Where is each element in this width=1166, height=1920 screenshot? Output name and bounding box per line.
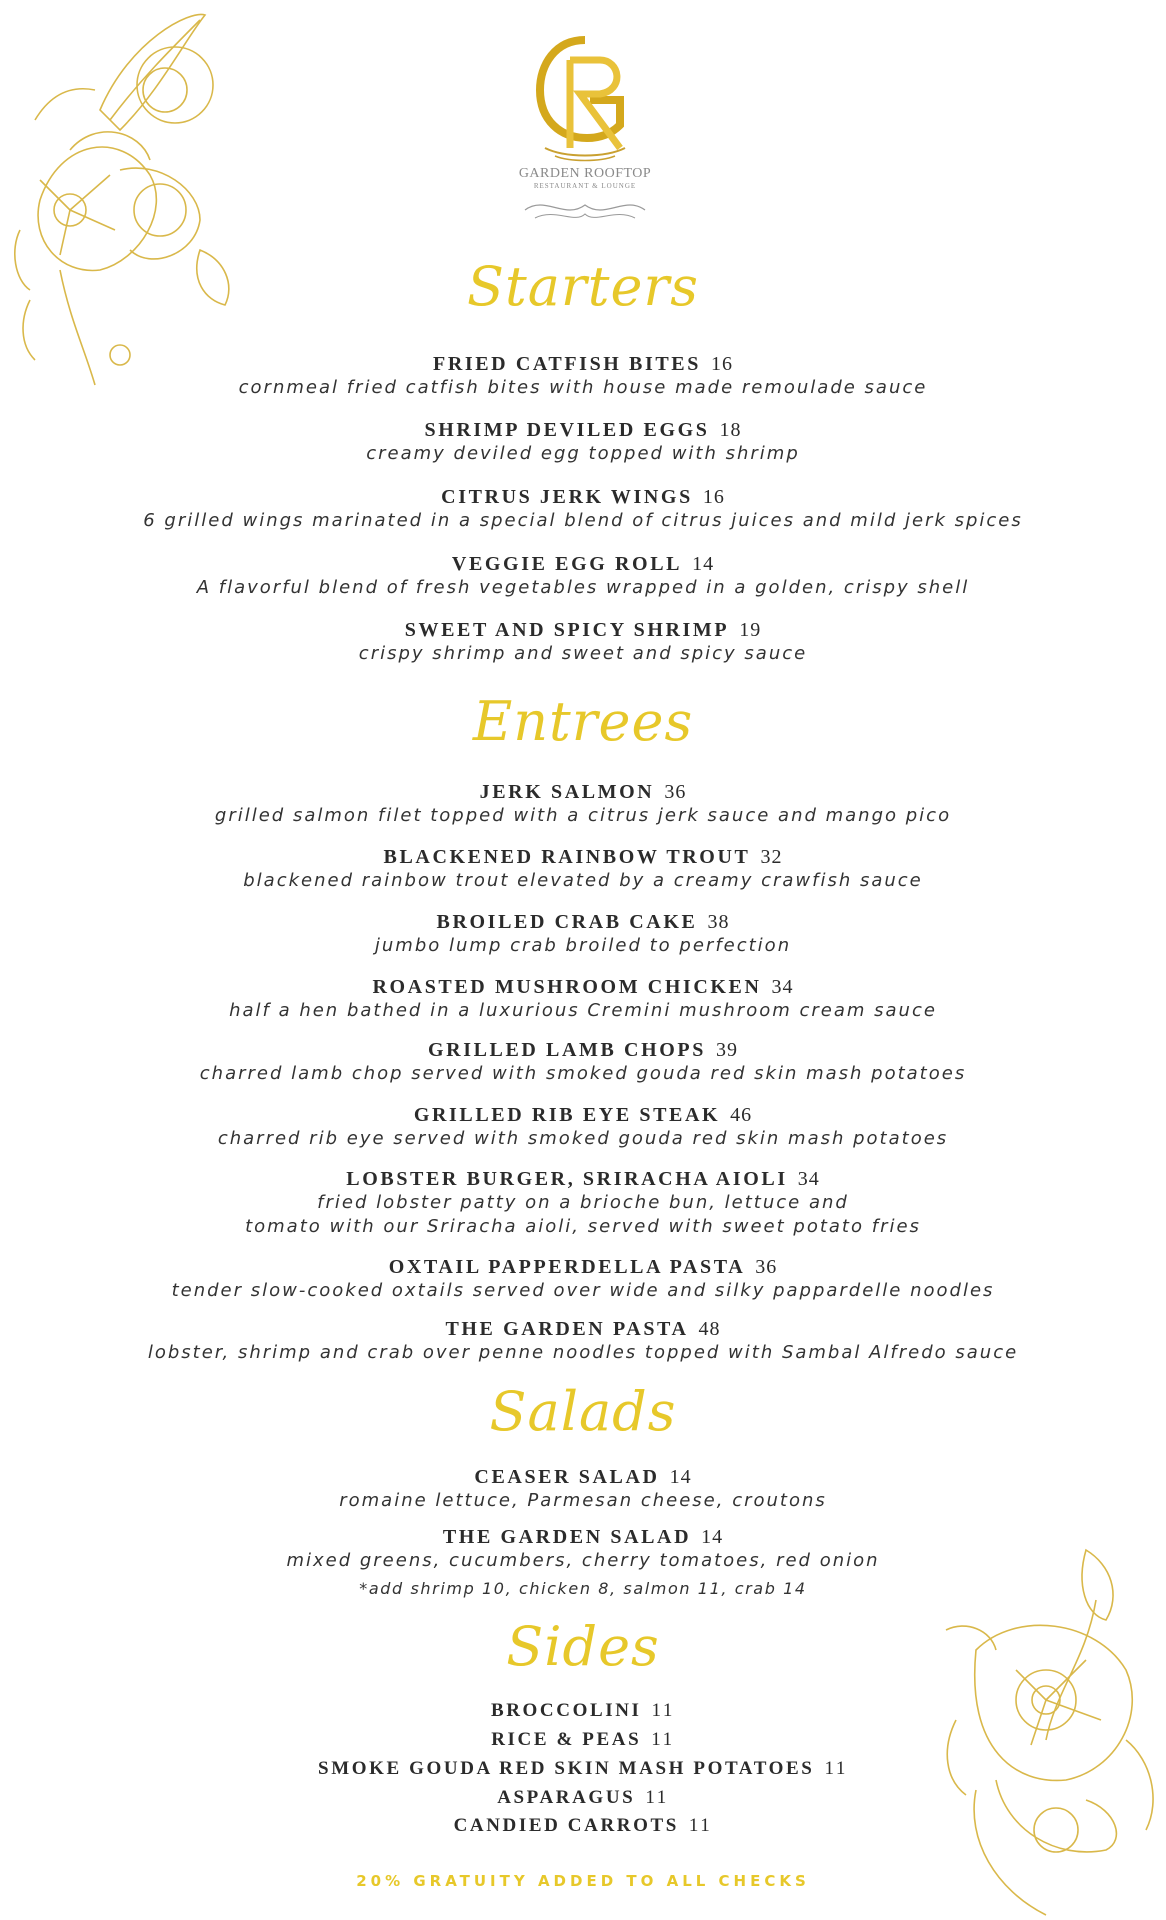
section-title-entrees: Entrees <box>472 690 694 753</box>
floral-decoration-top-left <box>0 0 250 390</box>
section-title-salads: Salads <box>489 1380 677 1443</box>
menu-item-price: 18 <box>719 419 742 441</box>
section-title-starters: Starters <box>467 255 699 318</box>
menu-item <box>0 485 1166 533</box>
menu-item <box>0 845 1166 893</box>
menu-item-name: BLACKENED RAINBOW TROUT 32 <box>383 846 783 868</box>
menu-item-description: jumbo lump crab broiled to perfection <box>374 935 792 956</box>
menu-item <box>0 1465 1166 1513</box>
menu-item-description: fried lobster patty on a brioche bun, lettuce and <box>317 1192 849 1213</box>
menu-item <box>0 780 1166 828</box>
menu-item <box>0 1167 1166 1239</box>
menu-item-name: JERK SALMON 36 <box>479 781 687 803</box>
menu-item-price: 14 <box>669 1466 692 1488</box>
menu-item-description: A flavorful blend of fresh vegetables wrapped in a golden, crispy shell <box>196 577 970 598</box>
side-item-name: SMOKE GOUDA RED SKIN MASH POTATOES <box>318 1758 815 1779</box>
menu-item-price: 34 <box>771 976 794 998</box>
side-item-price: 11 <box>651 1729 675 1750</box>
menu-item <box>0 1255 1166 1303</box>
section-title-sides: Sides <box>506 1615 660 1678</box>
restaurant-logo <box>505 30 665 240</box>
menu-item <box>0 1525 1166 1601</box>
menu-item-price: 16 <box>702 486 725 508</box>
menu-item-description: tender slow-cooked oxtails served over wide and silky pappardelle noodles <box>171 1280 995 1301</box>
side-item-name: BROCCOLINI <box>490 1700 642 1721</box>
menu-item-name: SHRIMP DEVILED EGGS 18 <box>424 419 742 441</box>
menu-item-price: 36 <box>755 1256 778 1278</box>
menu-item-price: 39 <box>715 1039 738 1061</box>
menu-item-price: 38 <box>707 911 730 933</box>
side-item-price: 11 <box>651 1700 676 1721</box>
menu-item-name: SWEET AND SPICY SHRIMP 19 <box>404 619 762 641</box>
menu-item-description: grilled salmon filet topped with a citrus jerk sauce and mango pico <box>214 805 952 826</box>
menu-item <box>0 1038 1166 1086</box>
menu-item-description: lobster, shrimp and crab over penne noodles topped with Sambal Alfredo sauce <box>147 1342 1019 1363</box>
menu-item-name: ROASTED MUSHROOM CHICKEN 34 <box>372 976 794 998</box>
menu-item-name: THE GARDEN PASTA 48 <box>445 1318 721 1340</box>
side-item-price: 11 <box>688 1815 713 1836</box>
menu-item <box>0 975 1166 1023</box>
menu-item-name: VEGGIE EGG ROLL 14 <box>451 553 715 575</box>
logo-ornament-icon <box>515 190 655 224</box>
menu-item <box>0 1317 1166 1365</box>
menu-item-description: charred rib eye served with smoked gouda red skin mash potatoes <box>217 1128 949 1149</box>
menu-item-price: 46 <box>730 1104 753 1126</box>
menu-item-description: charred lamb chop served with smoked gouda red skin mash potatoes <box>199 1063 967 1084</box>
gratuity-notice: 20% GRATUITY ADDED TO ALL CHECKS <box>356 1872 810 1890</box>
menu-item-price: 48 <box>698 1318 721 1340</box>
menu-item-description: mixed greens, cucumbers, cherry tomatoes, red onion <box>286 1550 880 1571</box>
menu-item-name: GRILLED LAMB CHOPS 39 <box>428 1039 738 1061</box>
menu-item-description: creamy deviled egg topped with shrimp <box>366 443 800 464</box>
menu-item <box>0 1103 1166 1151</box>
side-item-name: ASPARAGUS <box>497 1787 636 1808</box>
side-item <box>0 1787 1166 1809</box>
menu-item-description: romaine lettuce, Parmesan cheese, croutons <box>339 1490 827 1511</box>
menu-item-price: 16 <box>710 353 733 375</box>
menu-item-name: THE GARDEN SALAD 14 <box>442 1526 724 1548</box>
menu-item-name: BROILED CRAB CAKE 38 <box>436 911 730 933</box>
menu-item <box>0 552 1166 600</box>
side-item-name: CANDIED CARROTS <box>453 1815 679 1836</box>
menu-item <box>0 618 1166 666</box>
logo-name: GARDEN ROOFTOP <box>518 166 652 181</box>
menu-item-price: 14 <box>692 553 715 575</box>
menu-item-price: 19 <box>739 619 762 641</box>
side-item <box>0 1700 1166 1722</box>
menu-item-price: 34 <box>797 1168 820 1190</box>
menu-item-description: crispy shrimp and sweet and spicy sauce <box>358 643 808 664</box>
menu-item <box>0 352 1166 400</box>
salad-addons-note: *add shrimp 10, chicken 8, salmon 11, crab 14 <box>359 1579 807 1598</box>
menu-item <box>0 910 1166 958</box>
menu-item <box>0 418 1166 466</box>
menu-item-name: CEASER SALAD 14 <box>474 1466 692 1488</box>
side-item-name: RICE & PEAS <box>491 1729 642 1750</box>
menu-item-price: 32 <box>760 846 783 868</box>
menu-item-description: blackened rainbow trout elevated by a creamy crawfish sauce <box>243 870 923 891</box>
menu-item-description: 6 grilled wings marinated in a special blend of citrus juices and mild jerk spices <box>143 510 1023 531</box>
side-item <box>0 1729 1166 1751</box>
side-item-price: 11 <box>645 1787 669 1808</box>
menu-item-name: OXTAIL PAPPERDELLA PASTA 36 <box>388 1256 778 1278</box>
menu-item-description-line-2: tomato with our Sriracha aioli, served with sweet potato fries <box>245 1216 921 1237</box>
side-item-price: 11 <box>824 1758 848 1779</box>
gr-monogram-icon <box>525 30 645 170</box>
menu-item-name: GRILLED RIB EYE STEAK 46 <box>413 1104 753 1126</box>
menu-item-name: FRIED CATFISH BITES 16 <box>433 353 733 375</box>
side-item <box>0 1815 1166 1837</box>
logo-tagline: RESTAURANT & LOUNGE <box>533 182 637 190</box>
menu-item-price: 36 <box>664 781 687 803</box>
menu-item-description: cornmeal fried catfish bites with house made remoulade sauce <box>238 377 928 398</box>
menu-item-name: CITRUS JERK WINGS 16 <box>441 486 725 508</box>
menu-item-name: LOBSTER BURGER, SRIRACHA AIOLI 34 <box>346 1168 820 1190</box>
side-item <box>0 1758 1166 1780</box>
menu-item-description: half a hen bathed in a luxurious Cremini mushroom cream sauce <box>229 1000 937 1021</box>
menu-item-price: 14 <box>701 1526 724 1548</box>
